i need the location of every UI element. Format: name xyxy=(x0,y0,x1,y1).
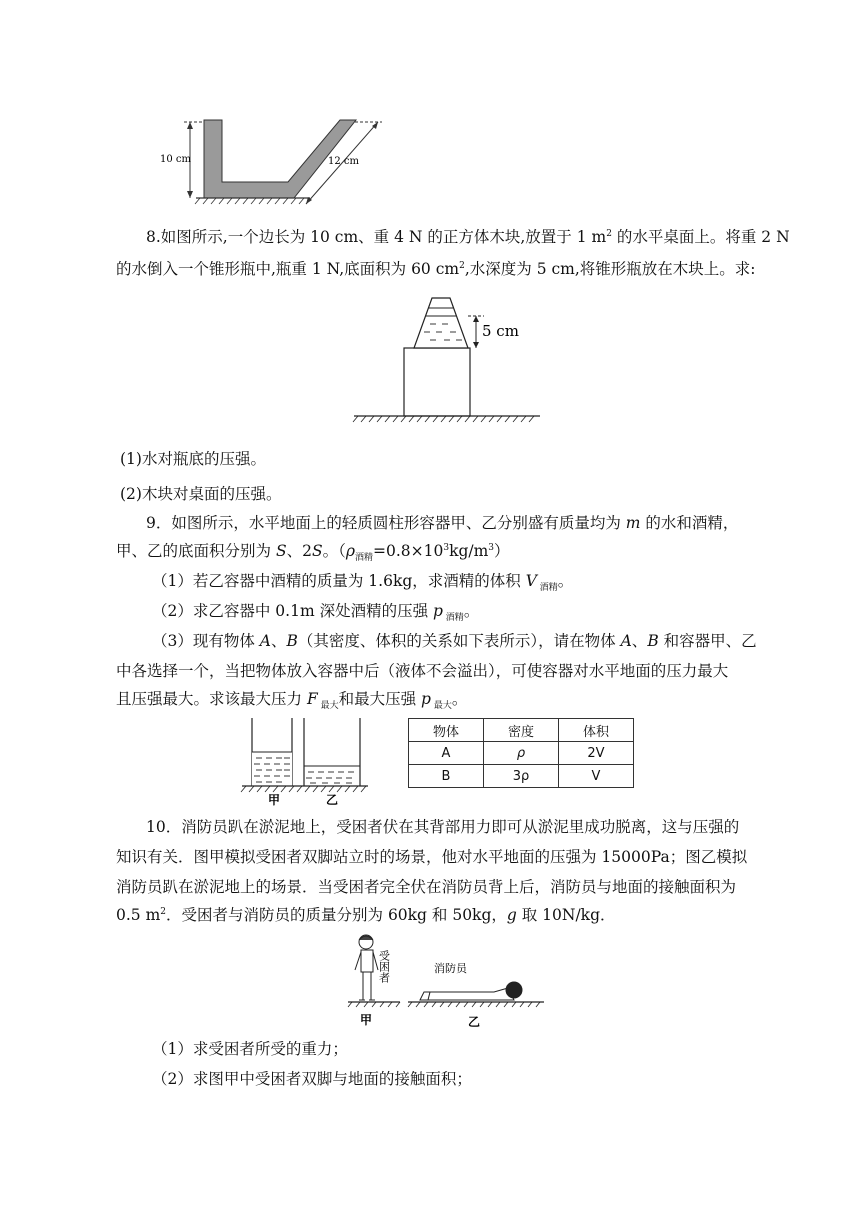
table-cell: 3ρ xyxy=(484,765,559,788)
table-cell: V xyxy=(559,765,634,788)
object-properties-table xyxy=(408,718,634,788)
standing-person-drawing xyxy=(355,935,378,1000)
table-cell: B xyxy=(409,765,484,788)
table-row xyxy=(409,742,634,765)
q8-line1: 8.如图所示,一个边长为 10 cm、重 4 N 的正方体木块,放置于 1 $m^2$ 的水平桌面上。将重 2 N xyxy=(146,228,790,246)
q10-line3: 消防员趴在淤泥地上的场景．当受困者完全伏在消防员背上后，消防员与地面的接触面积为 xyxy=(116,878,737,896)
water-depth-label: 5 cm xyxy=(482,322,519,340)
figure-label-b: 乙 xyxy=(468,1015,481,1029)
q10-line2: 知识有关．图甲模拟受困者双脚站立时的场景，他对水平地面的压强为 15000Pa；图乙模拟 xyxy=(116,848,748,866)
table-cell: A xyxy=(409,742,484,765)
table-row xyxy=(409,765,634,788)
container-label-b: 乙 xyxy=(326,793,339,806)
table-header-row xyxy=(409,719,634,742)
q9-line1: 9．如图所示，水平地面上的轻质圆柱形容器甲、乙分别盛有质量均为 m 的水和酒精， xyxy=(146,514,739,532)
figure-label-a: 甲 xyxy=(360,1013,373,1027)
q10-line1: 10．消防员趴在淤泥地上，受困者伏在其背部用力即可从淤泥里成功脱离，这与压强的 xyxy=(146,818,740,836)
q9-sub3-line3: 且压强最大。求该最大压力 F $_{最大}$和最大压强 p $_{最大}$。 xyxy=(116,690,468,712)
table-header: 密度 xyxy=(484,719,559,742)
lying-firefighter-drawing xyxy=(420,982,522,1000)
pipe-height-label: 10 cm xyxy=(160,154,191,165)
q9-sub3-line1: （3）现有物体 A、B（其密度、体积的关系如下表所示），请在物体 A、B 和容器甲、乙 xyxy=(152,632,757,650)
table-cell: ρ xyxy=(484,742,559,765)
q9-sub2: （2）求乙容器中 0.1m 深处酒精的压强 p $_{酒精}$。 xyxy=(152,602,480,624)
table-header: 体积 xyxy=(559,719,634,742)
q9-line2: 甲、乙的底面积分别为 S、2S。$(\rho_{酒精}=0.8\times 10^3kg/m^3)$ xyxy=(116,542,510,564)
firefighter-label: 消防员 xyxy=(434,962,467,975)
table-cell: 2V xyxy=(559,742,634,765)
q10-sub1: （1）求受困者所受的重力； xyxy=(152,1040,348,1058)
q9-sub1: （1）若乙容器中酒精的质量为 1.6kg，求酒精的体积 V $_{酒精}$。 xyxy=(152,572,574,594)
container-label-a: 甲 xyxy=(268,793,281,806)
q9-sub3-line2: 中各选择一个，当把物体放入容器中后（液体不会溢出），可使容器对水平地面的压力最大 xyxy=(116,662,729,680)
flask-on-block-figure xyxy=(350,294,550,426)
pipe-figure xyxy=(160,108,400,210)
trapped-person-label: 受困者 xyxy=(377,950,391,983)
rescue-figure xyxy=(344,930,550,1030)
q8-sub1: (1)水对瓶底的压强。 xyxy=(120,450,266,468)
q10-sub2: （2）求图甲中受困者双脚与地面的接触面积； xyxy=(152,1070,472,1088)
q8-line2: 的水倒入一个锥形瓶中,瓶重 1 N,底面积为 60 $cm^2$,水深度为 5 cm,将锥形瓶放在木块上。求: xyxy=(116,260,756,278)
table-header: 物体 xyxy=(409,719,484,742)
q8-sub2: (2)木块对桌面的压强。 xyxy=(120,485,282,503)
containers-figure xyxy=(240,716,370,806)
pipe-slant-label: 12 cm xyxy=(328,156,359,167)
q10-line4: 0.5 $m^2$．受困者与消防员的质量分别为 60kg 和 50kg，g 取 10N/kg． xyxy=(116,906,616,924)
